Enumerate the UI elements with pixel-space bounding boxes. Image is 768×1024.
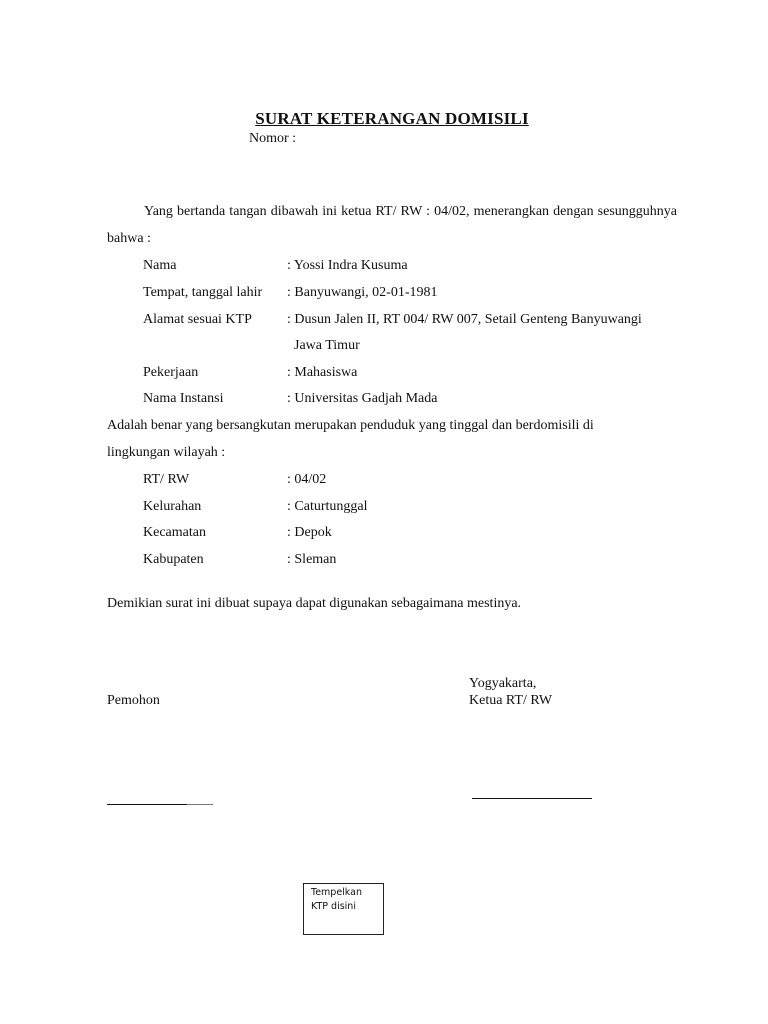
- applicant-signature-line-extension: [187, 804, 213, 805]
- field-value: : Caturtunggal: [287, 499, 368, 514]
- field-value: : Banyuwangi, 02-01-1981: [287, 285, 438, 300]
- statement-paragraph: Adalah benar yang bersangkutan merupakan penduduk yang tinggal dan berdomisili di lingkungan wilayah :: [107, 418, 594, 460]
- applicant-label: Pemohon: [107, 693, 160, 708]
- field-value-continuation: Jawa Timur: [294, 338, 360, 353]
- field-label: Alamat sesuai KTP: [143, 312, 252, 327]
- intro-text: Yang bertanda tangan dibawah ini ketua RT/ RW : 04/02, menerangkan dengan sesungguhnya bahwa :: [107, 204, 677, 246]
- field-value: : Dusun Jalen II, RT 004/ RW 007, Setail Genteng Banyuwangi: [287, 312, 642, 327]
- document-title: SURAT KETERANGAN DOMISILI: [255, 109, 529, 128]
- ktp-attachment-box: [303, 883, 384, 935]
- field-label: Nama: [143, 258, 177, 273]
- field-label: Kabupaten: [143, 552, 204, 567]
- field-value: : Depok: [287, 525, 332, 540]
- field-label: Kecamatan: [143, 525, 206, 540]
- field-value: : Mahasiswa: [287, 365, 358, 380]
- document-number-label: Nomor :: [249, 131, 297, 146]
- field-label: Nama Instansi: [143, 391, 224, 406]
- ktp-box-line-1: Tempelkan: [311, 887, 362, 898]
- field-label: Pekerjaan: [143, 365, 199, 380]
- intro-paragraph: [107, 198, 677, 252]
- ktp-box-line-2: KTP disini: [311, 901, 356, 912]
- field-label: RT/ RW: [143, 472, 190, 487]
- signature-city: Yogyakarta,: [469, 676, 537, 691]
- official-signature-line: [472, 798, 592, 799]
- field-label: Kelurahan: [143, 499, 202, 514]
- field-value: : Sleman: [287, 552, 337, 567]
- closing-sentence: Demikian surat ini dibuat supaya dapat digunakan sebagaimana mestinya.: [107, 596, 522, 611]
- field-label: Tempat, tanggal lahir: [143, 285, 263, 300]
- field-value: : Yossi Indra Kusuma: [287, 258, 408, 273]
- field-value: : Universitas Gadjah Mada: [287, 391, 438, 406]
- official-label: Ketua RT/ RW: [469, 693, 553, 708]
- applicant-signature-line: [107, 804, 187, 805]
- field-value: : 04/02: [287, 472, 327, 487]
